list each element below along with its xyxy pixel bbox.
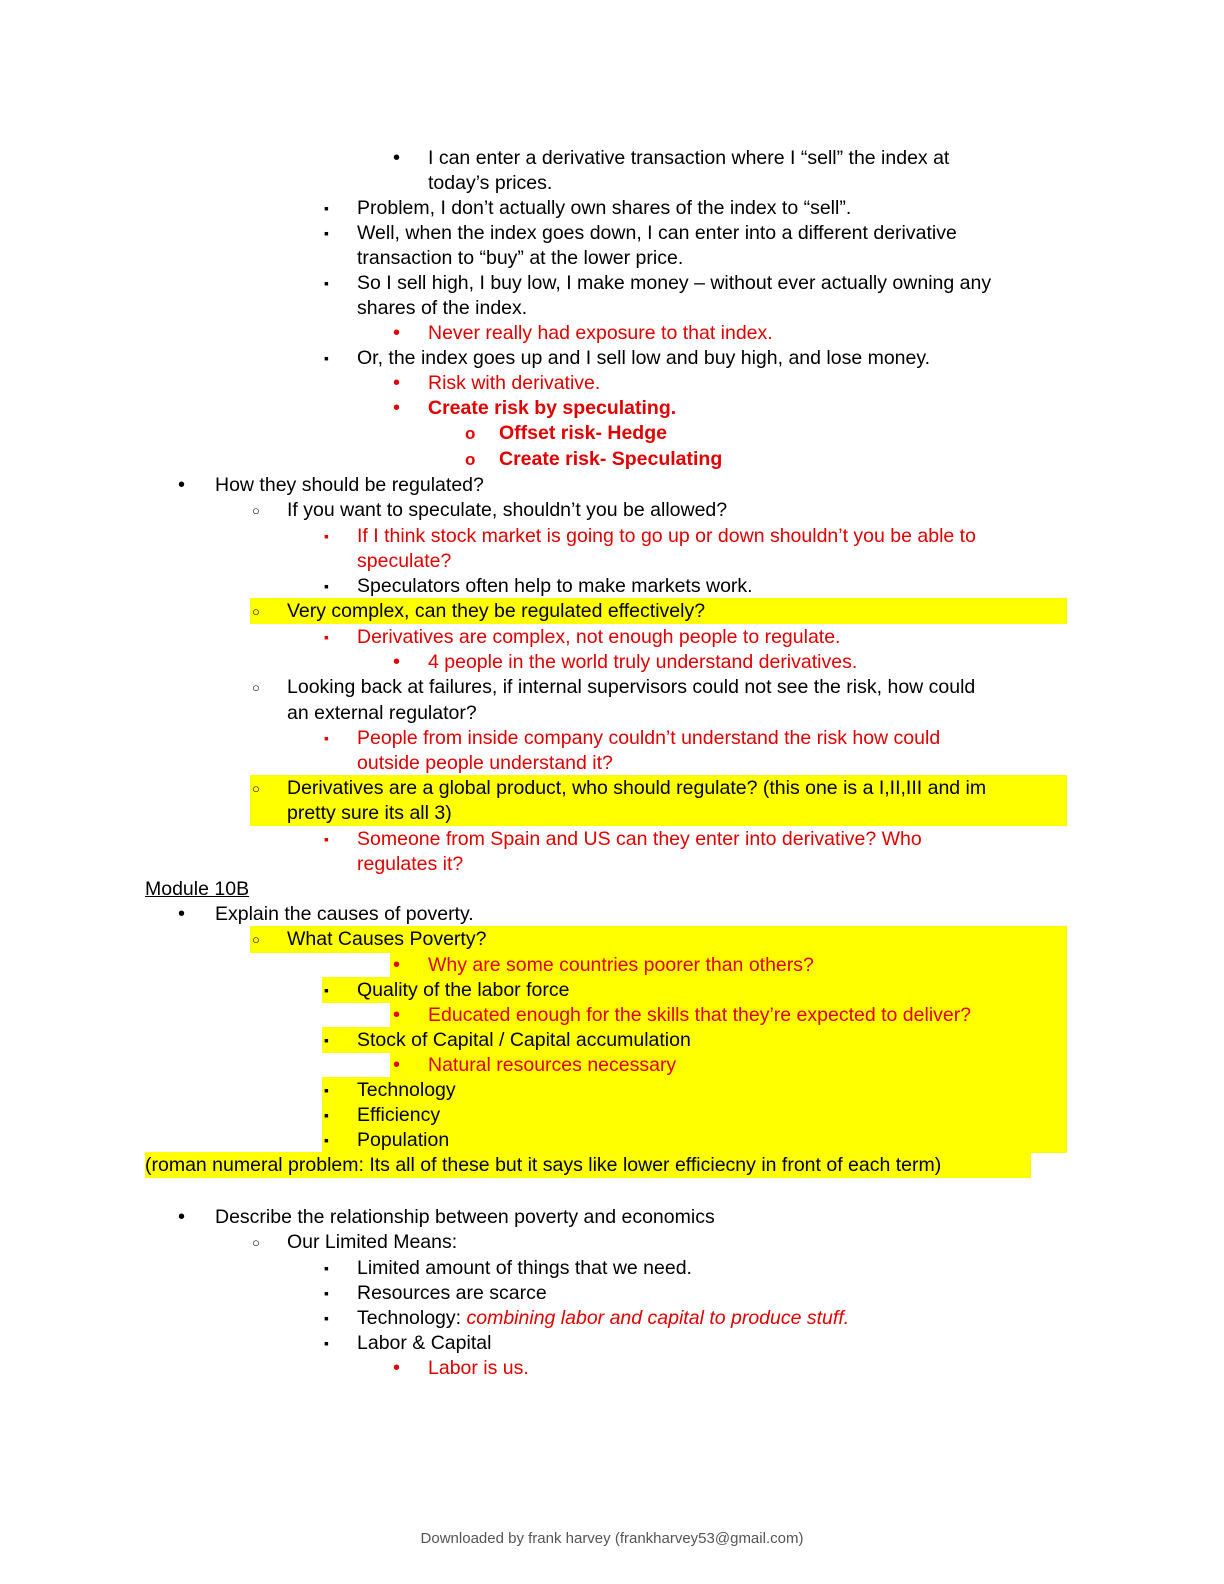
square-bullet-icon: ▪ bbox=[324, 629, 329, 645]
round-bullet-icon: • bbox=[178, 1206, 186, 1228]
square-bullet-icon: ▪ bbox=[324, 831, 329, 847]
note-line: today’s prices. bbox=[428, 172, 553, 194]
note-line: Well, when the index goes down, I can enter into a different derivative bbox=[357, 222, 957, 244]
note-line: 4 people in the world truly understand derivatives. bbox=[428, 651, 858, 673]
note-line: Resources are scarce bbox=[357, 1282, 547, 1304]
note-line: Speculators often help to make markets work. bbox=[357, 575, 753, 597]
round-bullet-icon: • bbox=[178, 903, 186, 925]
note-line: an external regulator? bbox=[287, 702, 477, 724]
note-line: Derivatives are a global product, who should regulate? (this one is a I,II,III and im bbox=[287, 777, 987, 799]
note-line: Stock of Capital / Capital accumulation bbox=[357, 1029, 691, 1051]
note-line: People from inside company couldn’t understand the risk how could bbox=[357, 727, 941, 749]
hollow-circle-bullet-icon: ○ bbox=[252, 932, 260, 947]
note-line: So I sell high, I buy low, I make money – without ever actually owning any bbox=[357, 272, 992, 294]
hollow-circle-bullet-icon: ○ bbox=[252, 503, 260, 518]
note-line: What Causes Poverty? bbox=[287, 928, 487, 950]
square-bullet-icon: ▪ bbox=[324, 1032, 329, 1048]
note-line: Describe the relationship between poverty and economics bbox=[215, 1206, 715, 1228]
note-line: Or, the index goes up and I sell low and buy high, and lose money. bbox=[357, 347, 931, 369]
note-line: Offset risk- Hedge bbox=[499, 422, 667, 444]
square-bullet-icon: ▪ bbox=[324, 1335, 329, 1351]
square-bullet-icon: ▪ bbox=[324, 225, 329, 241]
note-line: regulates it? bbox=[357, 853, 464, 875]
note-line: If you want to speculate, shouldn’t you be allowed? bbox=[287, 499, 728, 521]
letter-o-bullet-icon: o bbox=[465, 424, 476, 443]
round-bullet-icon: • bbox=[393, 1054, 401, 1076]
note-line: Create risk- Speculating bbox=[499, 448, 723, 470]
letter-o-bullet-icon: o bbox=[465, 450, 476, 469]
square-bullet-icon: ▪ bbox=[324, 1310, 329, 1326]
note-line: Risk with derivative. bbox=[428, 372, 601, 394]
note-line: If I think stock market is going to go up or down shouldn’t you be able to bbox=[357, 525, 976, 547]
note-line: Quality of the labor force bbox=[357, 979, 570, 1001]
round-bullet-icon: • bbox=[393, 147, 401, 169]
note-line: Labor & Capital bbox=[357, 1332, 492, 1354]
note-line: Population bbox=[357, 1129, 450, 1151]
square-bullet-icon: ▪ bbox=[324, 730, 329, 746]
note-line: Explain the causes of poverty. bbox=[215, 903, 474, 925]
note-line: pretty sure its all 3) bbox=[287, 802, 452, 824]
square-bullet-icon: ▪ bbox=[324, 350, 329, 366]
hollow-circle-bullet-icon: ○ bbox=[252, 1235, 260, 1250]
round-bullet-icon: • bbox=[393, 954, 401, 976]
download-footer: Downloaded by frank harvey (frankharvey53@gmail.com) bbox=[420, 1530, 804, 1547]
round-bullet-icon: • bbox=[393, 651, 401, 673]
square-bullet-icon: ▪ bbox=[324, 1260, 329, 1276]
note-line: shares of the index. bbox=[357, 297, 528, 319]
round-bullet-icon: • bbox=[393, 397, 401, 419]
note-line: Create risk by speculating. bbox=[428, 397, 677, 419]
note-line: Technology bbox=[357, 1079, 456, 1101]
square-bullet-icon: ▪ bbox=[324, 1107, 329, 1123]
square-bullet-icon: ▪ bbox=[324, 1082, 329, 1098]
note-line: Limited amount of things that we need. bbox=[357, 1257, 692, 1279]
round-bullet-icon: • bbox=[178, 474, 186, 496]
round-bullet-icon: • bbox=[393, 1357, 401, 1379]
round-bullet-icon: • bbox=[393, 1004, 401, 1026]
square-bullet-icon: ▪ bbox=[324, 528, 329, 544]
hollow-circle-bullet-icon: ○ bbox=[252, 781, 260, 796]
hollow-circle-bullet-icon: ○ bbox=[252, 604, 260, 619]
note-line: Looking back at failures, if internal supervisors could not see the risk, how could bbox=[287, 676, 976, 698]
note-line: I can enter a derivative transaction where I “sell” the index at bbox=[428, 147, 950, 169]
note-line: Natural resources necessary bbox=[428, 1054, 677, 1076]
note-line: Problem, I don’t actually own shares of the index to “sell”. bbox=[357, 197, 852, 219]
square-bullet-icon: ▪ bbox=[324, 1132, 329, 1148]
note-line: Why are some countries poorer than others? bbox=[428, 954, 814, 976]
note-line: Efficiency bbox=[357, 1104, 441, 1126]
square-bullet-icon: ▪ bbox=[324, 275, 329, 291]
note-line: outside people understand it? bbox=[357, 752, 613, 774]
note-line: Never really had exposure to that index. bbox=[428, 322, 773, 344]
note-line: Our Limited Means: bbox=[287, 1231, 458, 1253]
technology-label: Technology: bbox=[357, 1307, 467, 1329]
round-bullet-icon: • bbox=[393, 322, 401, 344]
round-bullet-icon: • bbox=[393, 372, 401, 394]
note-line: transaction to “buy” at the lower price. bbox=[357, 247, 684, 269]
module-heading: Module 10B bbox=[145, 878, 250, 900]
note-line: (roman numeral problem: Its all of these but it says like lower efficiecny in front of each term) bbox=[145, 1154, 942, 1176]
technology-line bbox=[357, 1306, 849, 1331]
square-bullet-icon: ▪ bbox=[324, 578, 329, 594]
note-line: Educated enough for the skills that they’re expected to deliver? bbox=[428, 1004, 972, 1026]
note-line: Labor is us. bbox=[428, 1357, 529, 1379]
square-bullet-icon: ▪ bbox=[324, 1285, 329, 1301]
note-line: How they should be regulated? bbox=[215, 474, 484, 496]
hollow-circle-bullet-icon: ○ bbox=[252, 680, 260, 695]
note-line: speculate? bbox=[357, 550, 452, 572]
note-line: Someone from Spain and US can they enter into derivative? Who bbox=[357, 828, 922, 850]
square-bullet-icon: ▪ bbox=[324, 982, 329, 998]
square-bullet-icon: ▪ bbox=[324, 200, 329, 216]
note-line: Derivatives are complex, not enough people to regulate. bbox=[357, 626, 841, 648]
technology-definition: combining labor and capital to produce stuff. bbox=[466, 1307, 850, 1329]
note-line: Very complex, can they be regulated effectively? bbox=[287, 600, 706, 622]
